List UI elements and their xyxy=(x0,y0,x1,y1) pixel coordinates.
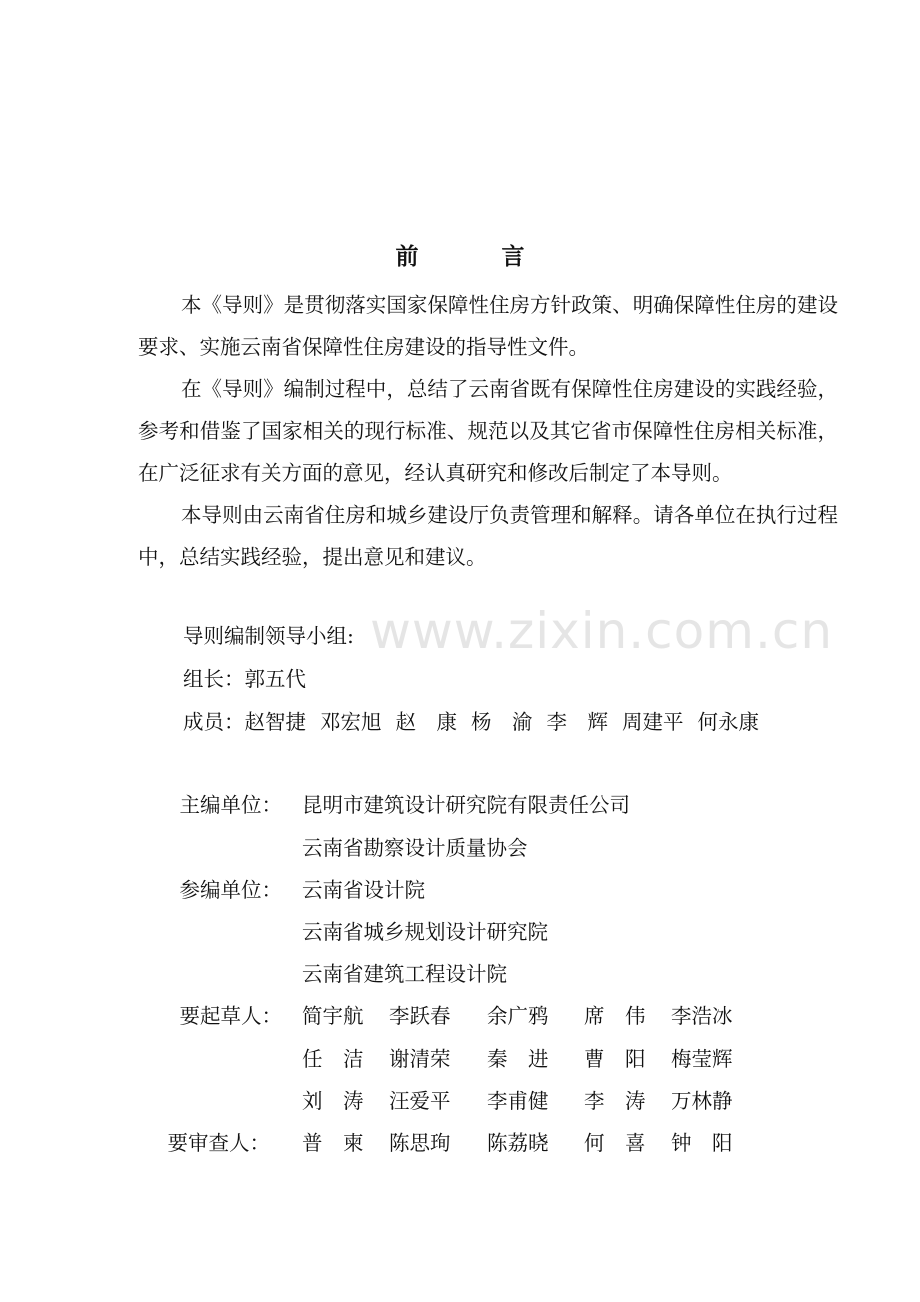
members-label: 成员： xyxy=(183,710,245,734)
page-title: 前 言 xyxy=(395,243,555,270)
member-name: 赵智捷 xyxy=(244,710,306,734)
leader-line xyxy=(183,667,306,691)
reviewer-name: 陈荔晓 xyxy=(487,1131,549,1155)
chief-unit-row xyxy=(0,836,920,860)
participating-unit-row xyxy=(0,878,920,902)
drafter-name: 万林静 xyxy=(671,1089,733,1113)
drafter-name: 简宇航 xyxy=(302,1004,364,1028)
participating-unit: 云南省建筑工程设计院 xyxy=(302,962,507,986)
chief-unit-label: 主编单位： xyxy=(179,793,282,817)
drafter-name: 余广鸦 xyxy=(487,1004,549,1028)
reviewer-name: 陈思珣 xyxy=(389,1131,451,1155)
paragraph-2: 在《导则》编制过程中，总结了云南省既有保障性住房建设的实践经验，参考和借鉴了国家相关的现行标准、规范以及其它省市保障性住房相关标准，在广泛征求有关方面的意见，经认真研究和修改后制定了本导则。 xyxy=(138,377,838,485)
leader-name: 郭五代 xyxy=(244,667,306,691)
leader-label: 组长： xyxy=(183,667,245,691)
drafters-row xyxy=(0,1047,920,1071)
paragraph-3: 本导则由云南省住房和城乡建设厅负责管理和解释。请各单位在执行过程中，总结实践经验，提出意见和建议。 xyxy=(138,503,838,569)
participating-unit-row xyxy=(0,962,920,986)
chief-unit: 昆明市建筑设计研究院有限责任公司 xyxy=(302,793,630,817)
drafter-name: 李甫健 xyxy=(487,1089,549,1113)
reviewer-name: 钟 阳 xyxy=(671,1131,733,1155)
drafter-name: 李浩冰 xyxy=(671,1004,733,1028)
drafter-name: 李跃春 xyxy=(389,1004,451,1028)
member-name: 何永康 xyxy=(697,710,759,734)
drafters-label: 要起草人： xyxy=(179,1004,282,1028)
chief-unit-row xyxy=(0,793,920,817)
preface-body xyxy=(138,284,838,578)
drafter-name: 曹 阳 xyxy=(584,1047,646,1071)
member-name: 杨 渝 xyxy=(471,710,533,734)
reviewer-name: 普 柬 xyxy=(302,1131,364,1155)
reviewers-row xyxy=(0,1131,920,1155)
watermark: www.zixin.com.cn xyxy=(370,602,834,660)
paragraph-1: 本《导则》是贯彻落实国家保障性住房方针政策、明确保障性住房的建设要求、实施云南省保障性住房建设的指导性文件。 xyxy=(138,293,838,359)
members-line xyxy=(183,710,759,734)
participating-unit-row xyxy=(0,920,920,944)
participating-unit-label: 参编单位： xyxy=(179,878,282,902)
drafter-name: 秦 进 xyxy=(487,1047,549,1071)
drafter-name: 梅莹辉 xyxy=(671,1047,733,1071)
member-name: 李 辉 xyxy=(546,710,608,734)
drafter-name: 任 洁 xyxy=(302,1047,364,1071)
drafter-name: 李 涛 xyxy=(584,1089,646,1113)
member-name: 周建平 xyxy=(622,710,684,734)
drafter-name: 谢清荣 xyxy=(389,1047,451,1071)
reviewers-label: 要审查人： xyxy=(167,1131,270,1155)
drafter-name: 席 伟 xyxy=(584,1004,646,1028)
drafter-name: 汪爱平 xyxy=(389,1089,451,1113)
leadership-heading: 导则编制领导小组: xyxy=(183,624,354,648)
reviewer-name: 何 喜 xyxy=(584,1131,646,1155)
participating-unit: 云南省城乡规划设计研究院 xyxy=(302,920,548,944)
chief-unit: 云南省勘察设计质量协会 xyxy=(302,836,528,860)
participating-unit: 云南省设计院 xyxy=(302,878,425,902)
drafters-row xyxy=(0,1089,920,1113)
member-name: 赵 康 xyxy=(395,710,457,734)
drafter-name: 刘 涛 xyxy=(302,1089,364,1113)
drafters-row xyxy=(0,1004,920,1028)
member-name: 邓宏旭 xyxy=(320,710,382,734)
